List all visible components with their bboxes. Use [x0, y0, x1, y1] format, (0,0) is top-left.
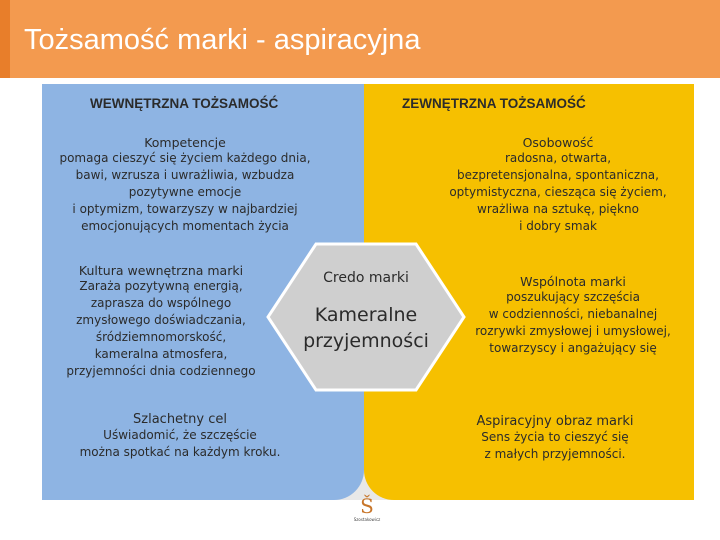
- competence-line: pozytywne emocje: [128, 185, 242, 199]
- competence-line: pomaga cieszyć się życiem każdego dnia,: [59, 151, 311, 165]
- community-line: towarzyscy i angażujący się: [489, 341, 657, 355]
- competence-line: bawi, wzrusza i uwrażliwia, wzbudza: [75, 168, 295, 182]
- title-accent: [0, 0, 10, 78]
- aspirational-image-block: [440, 414, 670, 463]
- personality-line: wrażliwa na sztukę, piękno: [477, 202, 639, 216]
- competence-heading: Kompetencje: [144, 135, 226, 150]
- internal-identity-header: WEWNĘTRZNA TOŻSAMOŚĆ: [90, 96, 279, 111]
- personality-block: [428, 135, 688, 235]
- external-identity-header: ZEWNĘTRZNA TOŻSAMOŚĆ: [402, 96, 586, 111]
- culture-line: przyjemności dnia codziennego: [66, 364, 256, 378]
- culture-line: śródziemnomorskość,: [95, 330, 227, 344]
- noble-goal-line: Uświadomić, że szczęście: [103, 428, 257, 442]
- culture-heading: Kultura wewnętrzna marki: [78, 263, 244, 278]
- culture-line: kameralna atmosfera,: [94, 347, 228, 361]
- personality-line: i dobry smak: [519, 219, 597, 233]
- culture-line: zaprasza do wspólnego: [90, 296, 232, 310]
- credo-block: [296, 270, 436, 354]
- logo-letter: Š: [360, 494, 374, 518]
- culture-line: Zaraża pozytywną energią,: [79, 279, 243, 293]
- noble-goal-block: [50, 412, 310, 461]
- aspirational-image-heading: Aspiracyjny obraz marki: [476, 414, 634, 429]
- community-block: [458, 274, 688, 357]
- noble-goal-line: można spotkać na każdym kroku.: [79, 445, 281, 459]
- community-line: w codzienności, niebanalnej: [488, 307, 658, 321]
- aspirational-image-line: Sens życia to cieszyć się: [481, 430, 629, 444]
- competence-line: i optymizm, towarzyszy w najbardziej: [72, 202, 298, 216]
- community-heading: Wspólnota marki: [520, 274, 626, 289]
- credo-line: przyjemności: [303, 330, 429, 352]
- slide-title: Tożsamość marki - aspiracyjna: [24, 24, 421, 56]
- personality-line: bezpretensjonalna, spontaniczna,: [457, 168, 659, 182]
- aspirational-image-line: z małych przyjemności.: [484, 447, 626, 461]
- culture-line: zmysłowego doświadczania,: [76, 313, 246, 327]
- brand-logo: [352, 495, 382, 535]
- personality-line: radosna, otwarta,: [504, 151, 612, 165]
- competence-line: emocjonujących momentach życia: [81, 219, 289, 233]
- logo-caption: Szostakowicz: [353, 517, 381, 522]
- personality-line: optymistyczna, ciesząca się życiem,: [449, 185, 667, 199]
- noble-goal-heading: Szlachetny cel: [133, 412, 227, 427]
- community-line: rozrywki zmysłowej i umysłowej,: [475, 324, 671, 338]
- credo-line: Kameralne: [314, 304, 418, 326]
- community-line: poszukujący szczęścia: [506, 290, 640, 304]
- competence-block: [40, 135, 330, 235]
- personality-heading: Osobowość: [522, 135, 594, 150]
- culture-block: [56, 263, 266, 380]
- credo-heading: Credo marki: [323, 270, 409, 286]
